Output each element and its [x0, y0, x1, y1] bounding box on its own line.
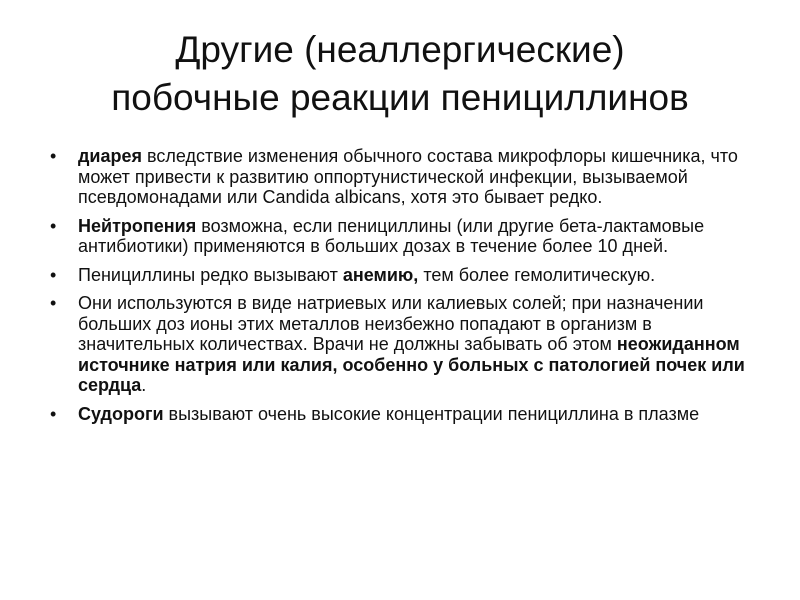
bullet-text: вследствие изменения обычного состава микрофлоры кишечника, что может привести к развитию оппортунистической инфекции, вызываемой псевдомонадами или Candida albicans, хотя это бывает редко. [78, 146, 738, 207]
bullet-list [50, 146, 750, 432]
bullet-text: Они используются в виде натриевых или калиевых солей; при назначении больших доз ионы этих металлов неизбежно попадают в организм в значительных количествах. Врачи не должны забывать об этом [78, 293, 704, 354]
bullet-text: вызывают очень высокие концентрации пенициллина в плазме [163, 403, 700, 424]
bullet-item-diarrhea [50, 146, 750, 208]
slide-title-line-1: Другие (неаллергические) [175, 29, 625, 70]
bullet-item-seizures [50, 404, 750, 425]
slide-title-line-2: побочные реакции пенициллинов [111, 77, 689, 118]
bullet-term: Судороги [78, 403, 164, 424]
bullet-point-icon: • [50, 146, 57, 166]
bullet-text: возможна, если пенициллины (или другие бета-лактамовые антибиотики) применяются в больших дозах в течение более 10 дней. [78, 215, 705, 256]
bullet-text: Пенициллины редко вызывают [78, 264, 343, 285]
bullet-term: Нейтропения [78, 215, 197, 236]
bullet-point-icon: • [50, 403, 57, 424]
bullet-term: анемию, [342, 264, 419, 285]
bullet-point-icon: • [50, 264, 57, 285]
bullet-point-icon: • [50, 293, 57, 313]
bullet-text: тем более гемолитическую. [418, 264, 656, 285]
slide-title [40, 26, 760, 122]
bullet-term: диарея [78, 146, 143, 166]
bullet-point-icon: • [50, 215, 57, 236]
bullet-item-anemia [50, 265, 750, 286]
bullet-emphasis: неожиданном источнике натрия или калия, особенно у больных с патологией почек или сердца [78, 334, 745, 395]
bullet-item-neutropenia [50, 216, 750, 257]
bullet-text: . [141, 375, 147, 395]
bullet-item-salts [50, 293, 750, 396]
